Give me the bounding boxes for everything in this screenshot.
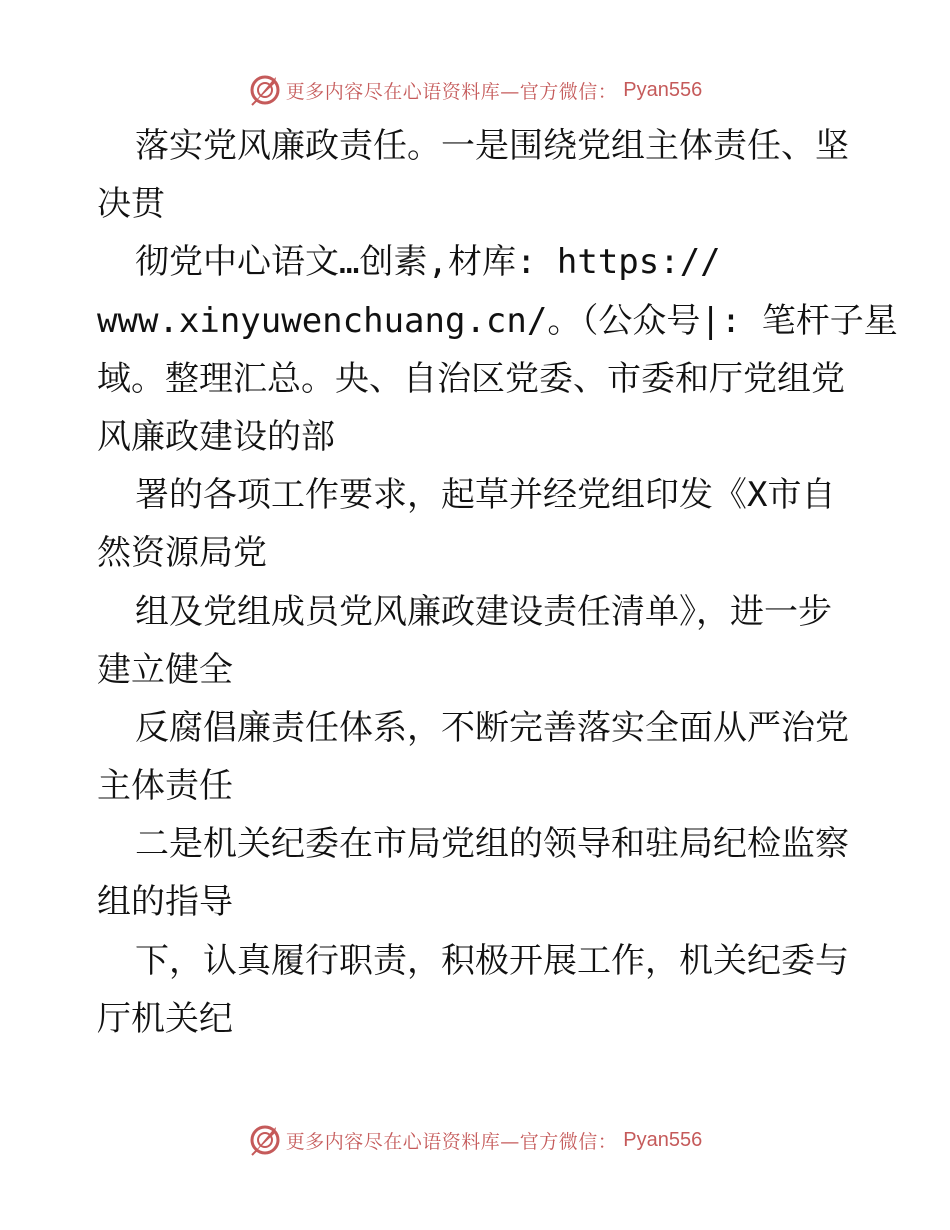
body-line: 署的各项工作要求，起草并经党组印发《X市自 [135,475,836,516]
body-line: 彻党中心语文…创素,材库: https:// [135,242,721,283]
body-line: 二是机关纪委在市局党组的领导和驻局纪检监察 [135,824,849,865]
quill-logo-icon [248,1123,282,1157]
body-line: 组及党组成员党风廉政建设责任清单》，进一步 [135,591,832,632]
header-banner [0,70,950,110]
footer-banner-wechat-id: Pyan556 [623,1128,703,1151]
header-banner-text: 更多内容尽在心语资料库—官方微信： [285,80,618,103]
header-banner-content [248,73,702,107]
body-line: 下，认真履行职责，积极开展工作，机关纪委与 [135,940,849,981]
document-body [97,117,898,1048]
body-line: 反腐倡廉责任体系，不断完善落实全面从严治党 [135,707,849,748]
body-line: 厅机关纪 [97,998,233,1039]
body-line: 域。整理汇总。央、自治区党委、市委和厅党组党 [97,358,845,399]
body-line: 主体责任 [97,766,233,807]
body-line: 组的指导 [97,882,233,923]
body-line: 决贯 [97,184,165,225]
header-banner-wechat-id: Pyan556 [623,78,703,101]
quill-logo-icon [248,73,282,107]
body-line: 落实党风廉政责任。一是围绕党组主体责任、坚 [135,126,849,166]
body-line: 风廉政建设的部 [97,416,335,457]
footer-banner-content [248,1123,702,1157]
body-line: 然资源局党 [97,533,267,574]
body-line: www.xinyuwenchuang.cn/。（公众号|: 笔杆子星 [97,300,898,341]
body-line: 建立健全 [97,649,233,690]
footer-banner [0,1120,950,1160]
footer-banner-text: 更多内容尽在心语资料库—官方微信： [285,1130,618,1153]
